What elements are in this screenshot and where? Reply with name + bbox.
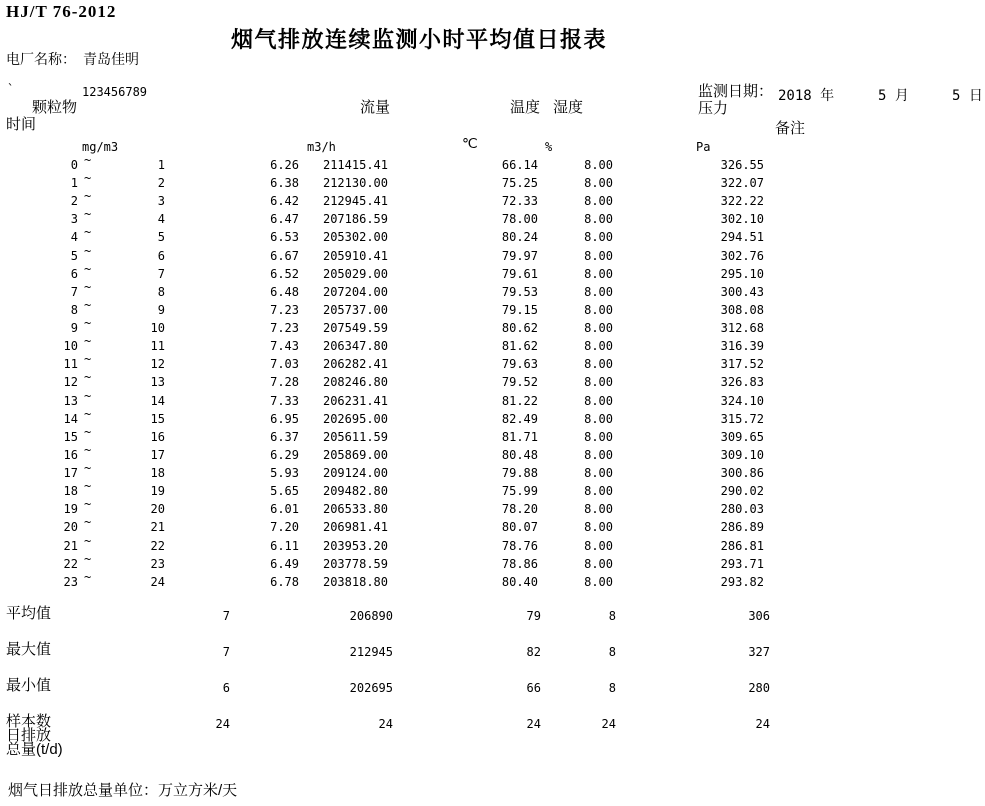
summary-row [0, 606, 985, 624]
pressure-value-cell: 300.86 [720, 466, 764, 480]
flow-value-cell: 208246.80 [322, 375, 388, 389]
pm-value-cell: 6.53 [270, 230, 299, 244]
tilde-separator: ~ [84, 570, 92, 584]
summary-value-cell: 82 [526, 645, 541, 659]
summary-value-cell: 8 [608, 681, 616, 695]
hour-end-cell: 23 [150, 557, 165, 571]
humidity-value-cell: 8.00 [584, 339, 613, 353]
pm-value-cell: 6.29 [270, 448, 299, 462]
tick-mark: ` [7, 82, 15, 96]
table-row [0, 298, 985, 319]
pressure-value-cell: 290.02 [720, 484, 764, 498]
hour-start-cell: 19 [63, 502, 78, 516]
pm-value-cell: 6.67 [270, 249, 299, 263]
humidity-value-cell: 8.00 [584, 267, 613, 281]
hour-end-cell: 4 [157, 212, 165, 226]
temp-value-cell: 78.00 [501, 212, 538, 226]
pm-value-cell: 7.20 [270, 520, 299, 534]
flow-value-cell: 207204.00 [322, 285, 388, 299]
hour-end-cell: 5 [157, 230, 165, 244]
serial-number: 123456789 [82, 85, 148, 99]
time-column-label: 时间 [6, 116, 37, 133]
tilde-separator: ~ [84, 207, 92, 221]
pressure-value-cell: 324.10 [720, 394, 764, 408]
temp-value-cell: 78.20 [501, 502, 538, 516]
pressure-unit: Pa [696, 140, 711, 154]
summary-value-cell: 202695 [349, 681, 393, 695]
flow-value-cell: 206347.80 [322, 339, 388, 353]
pressure-value-cell: 326.83 [720, 375, 764, 389]
hour-start-cell: 15 [63, 430, 78, 444]
footer-note: 烟气日排放总量单位：万立方米/天 [8, 782, 238, 799]
hour-end-cell: 9 [157, 303, 165, 317]
temp-value-cell: 75.99 [501, 484, 538, 498]
hour-start-cell: 10 [63, 339, 78, 353]
pressure-value-cell: 300.43 [720, 285, 764, 299]
humidity-value-cell: 8.00 [584, 158, 613, 172]
date-label: 监测日期： [698, 83, 774, 100]
table-row [0, 389, 985, 410]
temp-value-cell: 75.25 [501, 176, 538, 190]
tilde-separator: ~ [84, 334, 92, 348]
tilde-separator: ~ [84, 153, 92, 167]
humidity-column-label: 湿度 [553, 99, 584, 116]
tilde-separator: ~ [84, 425, 92, 439]
summary-label: 最小值 [6, 677, 52, 694]
hour-start-cell: 0 [70, 158, 78, 172]
flow-value-cell: 206533.80 [322, 502, 388, 516]
hour-start-cell: 3 [70, 212, 78, 226]
hour-end-cell: 3 [157, 194, 165, 208]
hour-end-cell: 18 [150, 466, 165, 480]
flow-value-cell: 207186.59 [322, 212, 388, 226]
pressure-value-cell: 309.65 [720, 430, 764, 444]
table-row [0, 262, 985, 283]
pm-value-cell: 5.65 [270, 484, 299, 498]
summary-value-cell: 327 [748, 645, 770, 659]
flow-value-cell: 205737.00 [322, 303, 388, 317]
pressure-value-cell: 280.03 [720, 502, 764, 516]
table-row [0, 334, 985, 355]
pressure-value-cell: 308.08 [720, 303, 764, 317]
hour-start-cell: 4 [70, 230, 78, 244]
tilde-separator: ~ [84, 225, 92, 239]
temp-value-cell: 79.63 [501, 357, 538, 371]
pressure-value-cell: 293.71 [720, 557, 764, 571]
temp-value-cell: 78.86 [501, 557, 538, 571]
summary-value-cell: 24 [526, 717, 541, 731]
hour-end-cell: 20 [150, 502, 165, 516]
flow-value-cell: 207549.59 [322, 321, 388, 335]
date-day: 5 日 [952, 88, 983, 104]
tilde-separator: ~ [84, 389, 92, 403]
tilde-separator: ~ [84, 352, 92, 366]
hour-end-cell: 14 [150, 394, 165, 408]
summary-label: 样本数 [6, 713, 52, 730]
report-title: 烟气排放连续监测小时平均值日报表 [231, 27, 608, 52]
temp-value-cell: 79.97 [501, 249, 538, 263]
pressure-value-cell: 322.07 [720, 176, 764, 190]
table-row [0, 552, 985, 573]
hour-start-cell: 23 [63, 575, 78, 589]
humidity-value-cell: 8.00 [584, 448, 613, 462]
plant-name-line [6, 49, 139, 69]
hour-end-cell: 24 [150, 575, 165, 589]
pm-value-cell: 6.26 [270, 158, 299, 172]
humidity-value-cell: 8.00 [584, 484, 613, 498]
summary-value-cell: 8 [608, 609, 616, 623]
flow-value-cell: 205302.00 [322, 230, 388, 244]
summary-value-cell: 24 [378, 717, 393, 731]
humidity-value-cell: 8.00 [584, 502, 613, 516]
hour-start-cell: 6 [70, 267, 78, 281]
pm-value-cell: 6.49 [270, 557, 299, 571]
hour-start-cell: 14 [63, 412, 78, 426]
tilde-separator: ~ [84, 534, 92, 548]
temp-value-cell: 80.24 [501, 230, 538, 244]
humidity-value-cell: 8.00 [584, 321, 613, 335]
pm-column-label: 颗粒物 [32, 99, 78, 116]
temp-value-cell: 79.61 [501, 267, 538, 281]
daily-emission-label: 日排放 [6, 727, 52, 744]
hour-start-cell: 16 [63, 448, 78, 462]
pm-value-cell: 6.52 [270, 267, 299, 281]
table-row [0, 153, 985, 174]
flow-column-label: 流量 [360, 99, 391, 116]
temp-value-cell: 80.62 [501, 321, 538, 335]
tilde-separator: ~ [84, 316, 92, 330]
tilde-separator: ~ [84, 298, 92, 312]
flow-value-cell: 205611.59 [322, 430, 388, 444]
table-row [0, 207, 985, 228]
tilde-separator: ~ [84, 370, 92, 384]
pm-value-cell: 5.93 [270, 466, 299, 480]
temp-unit: ℃ [462, 136, 478, 152]
humidity-value-cell: 8.00 [584, 557, 613, 571]
temp-value-cell: 79.15 [501, 303, 538, 317]
hour-start-cell: 1 [70, 176, 78, 190]
hour-end-cell: 1 [157, 158, 165, 172]
flow-value-cell: 209124.00 [322, 466, 388, 480]
summary-value-cell: 306 [748, 609, 770, 623]
pm-value-cell: 6.47 [270, 212, 299, 226]
flow-unit: m3/h [307, 140, 336, 154]
flow-value-cell: 206231.41 [322, 394, 388, 408]
table-row [0, 570, 985, 591]
hour-start-cell: 20 [63, 520, 78, 534]
pm-value-cell: 7.23 [270, 303, 299, 317]
standard-number: HJ/T 76-2012 [6, 2, 117, 21]
hour-start-cell: 12 [63, 375, 78, 389]
summary-row [0, 714, 985, 732]
hour-start-cell: 13 [63, 394, 78, 408]
pm-value-cell: 7.28 [270, 375, 299, 389]
date-month: 5 月 [878, 88, 909, 104]
summary-value-cell: 8 [608, 645, 616, 659]
temp-value-cell: 66.14 [501, 158, 538, 172]
tilde-separator: ~ [84, 171, 92, 185]
hour-start-cell: 18 [63, 484, 78, 498]
table-row [0, 425, 985, 446]
plant-name-value: 青岛佳明 [83, 51, 139, 67]
flow-value-cell: 203778.59 [322, 557, 388, 571]
pressure-value-cell: 326.55 [720, 158, 764, 172]
humidity-value-cell: 8.00 [584, 466, 613, 480]
table-row [0, 316, 985, 337]
table-row [0, 534, 985, 555]
hour-end-cell: 13 [150, 375, 165, 389]
humidity-value-cell: 8.00 [584, 375, 613, 389]
pm-value-cell: 7.33 [270, 394, 299, 408]
humidity-value-cell: 8.00 [584, 394, 613, 408]
summary-label: 平均值 [6, 605, 52, 622]
flow-value-cell: 203818.80 [322, 575, 388, 589]
temp-value-cell: 79.88 [501, 466, 538, 480]
hour-end-cell: 22 [150, 539, 165, 553]
temp-value-cell: 72.33 [501, 194, 538, 208]
tilde-separator: ~ [84, 461, 92, 475]
summary-value-cell: 7 [222, 609, 230, 623]
temp-column-label: 温度 [510, 99, 541, 116]
tilde-separator: ~ [84, 497, 92, 511]
summary-value-cell: 280 [748, 681, 770, 695]
summary-value-cell: 24 [755, 717, 770, 731]
temp-value-cell: 78.76 [501, 539, 538, 553]
hour-end-cell: 21 [150, 520, 165, 534]
table-row [0, 171, 985, 192]
table-row [0, 407, 985, 428]
pm-value-cell: 7.03 [270, 357, 299, 371]
pressure-value-cell: 302.76 [720, 249, 764, 263]
flow-value-cell: 205910.41 [322, 249, 388, 263]
temp-value-cell: 81.71 [501, 430, 538, 444]
date-year: 2018 年 [778, 88, 835, 104]
flow-value-cell: 212130.00 [322, 176, 388, 190]
pressure-value-cell: 315.72 [720, 412, 764, 426]
summary-value-cell: 66 [526, 681, 541, 695]
summary-value-cell: 7 [222, 645, 230, 659]
summary-label: 最大值 [6, 641, 52, 658]
temp-value-cell: 80.40 [501, 575, 538, 589]
pressure-value-cell: 293.82 [720, 575, 764, 589]
hour-end-cell: 6 [157, 249, 165, 263]
plant-name-label: 电厂名称： [6, 51, 76, 67]
pm-value-cell: 6.42 [270, 194, 299, 208]
hour-end-cell: 16 [150, 430, 165, 444]
flow-value-cell: 206282.41 [322, 357, 388, 371]
tilde-separator: ~ [84, 280, 92, 294]
tilde-separator: ~ [84, 552, 92, 566]
tilde-separator: ~ [84, 244, 92, 258]
summary-value-cell: 24 [215, 717, 230, 731]
temp-value-cell: 79.53 [501, 285, 538, 299]
hour-end-cell: 7 [157, 267, 165, 281]
temp-value-cell: 82.49 [501, 412, 538, 426]
pm-value-cell: 6.95 [270, 412, 299, 426]
tilde-separator: ~ [84, 262, 92, 276]
pressure-value-cell: 294.51 [720, 230, 764, 244]
hour-end-cell: 17 [150, 448, 165, 462]
hour-start-cell: 2 [70, 194, 78, 208]
hour-start-cell: 17 [63, 466, 78, 480]
summary-value-cell: 79 [526, 609, 541, 623]
table-row [0, 370, 985, 391]
hour-end-cell: 12 [150, 357, 165, 371]
pressure-value-cell: 286.81 [720, 539, 764, 553]
tilde-separator: ~ [84, 189, 92, 203]
table-row [0, 443, 985, 464]
tilde-separator: ~ [84, 479, 92, 493]
table-row [0, 515, 985, 536]
pressure-value-cell: 309.10 [720, 448, 764, 462]
humidity-value-cell: 8.00 [584, 285, 613, 299]
hour-start-cell: 11 [63, 357, 78, 371]
pm-unit: mg/m3 [82, 140, 119, 154]
summary-value-cell: 206890 [349, 609, 393, 623]
pressure-value-cell: 295.10 [720, 267, 764, 281]
pressure-value-cell: 317.52 [720, 357, 764, 371]
hour-start-cell: 21 [63, 539, 78, 553]
hour-end-cell: 2 [157, 176, 165, 190]
humidity-value-cell: 8.00 [584, 212, 613, 226]
hour-start-cell: 9 [70, 321, 78, 335]
pm-value-cell: 7.23 [270, 321, 299, 335]
hour-start-cell: 7 [70, 285, 78, 299]
summary-value-cell: 6 [222, 681, 230, 695]
summary-row [0, 642, 985, 660]
temp-value-cell: 81.62 [501, 339, 538, 353]
pm-value-cell: 6.78 [270, 575, 299, 589]
hour-start-cell: 5 [70, 249, 78, 263]
table-row [0, 352, 985, 373]
summary-value-cell: 24 [601, 717, 616, 731]
hour-end-cell: 11 [150, 339, 165, 353]
hour-end-cell: 8 [157, 285, 165, 299]
pm-value-cell: 6.01 [270, 502, 299, 516]
humidity-value-cell: 8.00 [584, 575, 613, 589]
pm-value-cell: 6.11 [270, 539, 299, 553]
humidity-value-cell: 8.00 [584, 539, 613, 553]
humidity-value-cell: 8.00 [584, 194, 613, 208]
flow-value-cell: 211415.41 [322, 158, 388, 172]
tilde-separator: ~ [84, 443, 92, 457]
tilde-separator: ~ [84, 407, 92, 421]
hour-start-cell: 22 [63, 557, 78, 571]
tilde-separator: ~ [84, 515, 92, 529]
table-row [0, 479, 985, 500]
table-row [0, 461, 985, 482]
pm-value-cell: 6.38 [270, 176, 299, 190]
humidity-value-cell: 8.00 [584, 176, 613, 190]
humidity-value-cell: 8.00 [584, 230, 613, 244]
pressure-value-cell: 312.68 [720, 321, 764, 335]
hour-end-cell: 10 [150, 321, 165, 335]
temp-value-cell: 81.22 [501, 394, 538, 408]
humidity-value-cell: 8.00 [584, 303, 613, 317]
table-row [0, 189, 985, 210]
flow-value-cell: 205869.00 [322, 448, 388, 462]
summary-row [0, 678, 985, 696]
pressure-value-cell: 316.39 [720, 339, 764, 353]
flow-value-cell: 205029.00 [322, 267, 388, 281]
pressure-column-label: 压力 [698, 100, 729, 117]
flow-value-cell: 212945.41 [322, 194, 388, 208]
pm-value-cell: 7.43 [270, 339, 299, 353]
total-amount-label: 总量(t/d) [6, 741, 63, 758]
temp-value-cell: 79.52 [501, 375, 538, 389]
humidity-value-cell: 8.00 [584, 412, 613, 426]
hour-end-cell: 19 [150, 484, 165, 498]
pm-value-cell: 6.48 [270, 285, 299, 299]
humidity-value-cell: 8.00 [584, 520, 613, 534]
humidity-value-cell: 8.00 [584, 357, 613, 371]
hour-start-cell: 8 [70, 303, 78, 317]
humidity-value-cell: 8.00 [584, 430, 613, 444]
flow-value-cell: 202695.00 [322, 412, 388, 426]
table-row [0, 244, 985, 265]
flow-value-cell: 209482.80 [322, 484, 388, 498]
humidity-unit: % [545, 140, 553, 154]
table-row [0, 225, 985, 246]
flow-value-cell: 206981.41 [322, 520, 388, 534]
humidity-value-cell: 8.00 [584, 249, 613, 263]
flow-value-cell: 203953.20 [322, 539, 388, 553]
pressure-value-cell: 322.22 [720, 194, 764, 208]
hour-end-cell: 15 [150, 412, 165, 426]
temp-value-cell: 80.07 [501, 520, 538, 534]
pressure-value-cell: 286.89 [720, 520, 764, 534]
pressure-value-cell: 302.10 [720, 212, 764, 226]
temp-value-cell: 80.48 [501, 448, 538, 462]
table-row [0, 497, 985, 518]
pm-value-cell: 6.37 [270, 430, 299, 444]
summary-value-cell: 212945 [349, 645, 393, 659]
remark-column-label: 备注 [775, 120, 806, 137]
table-row [0, 280, 985, 301]
